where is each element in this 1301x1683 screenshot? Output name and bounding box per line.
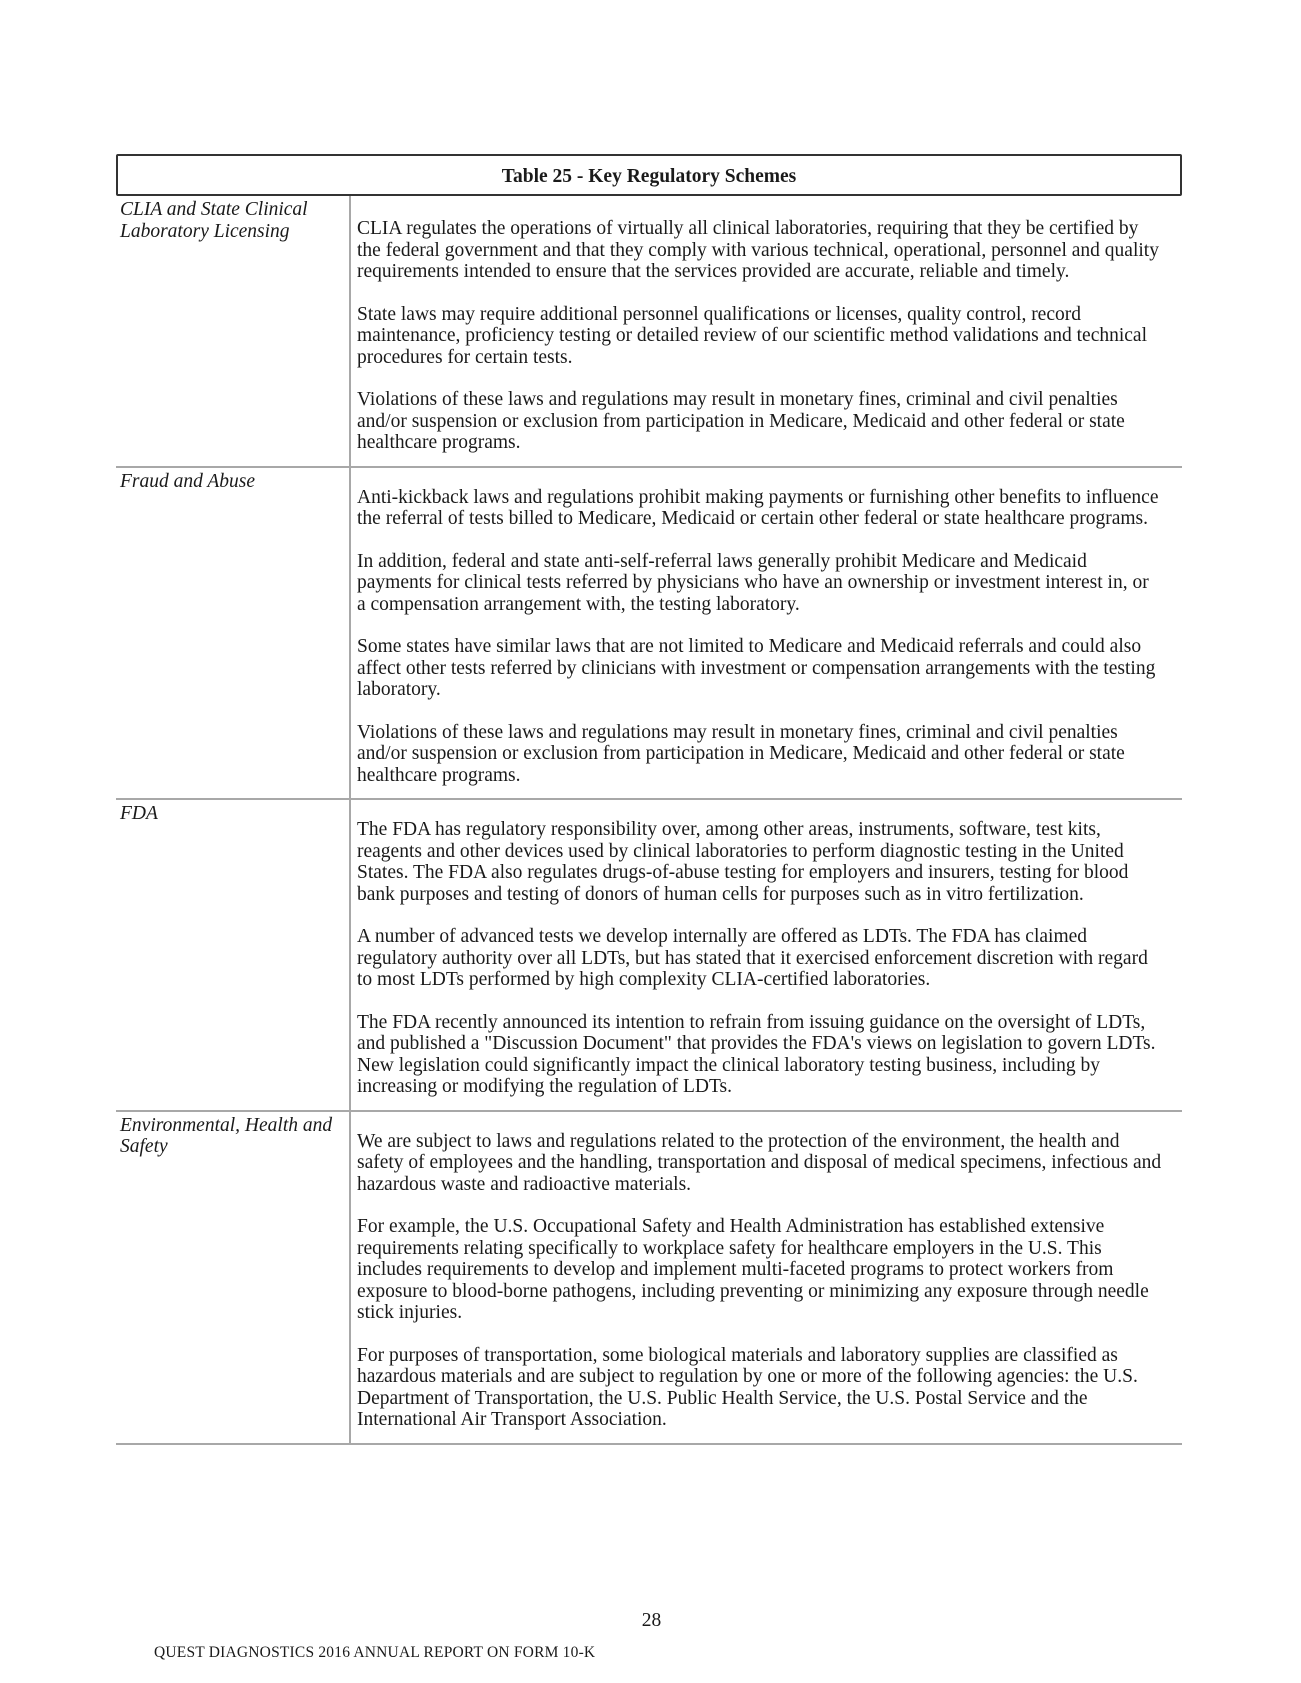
paragraph: Violations of these laws and regulations may result in monetary fines, criminal and civil penalties and/or suspension or exclusion from participation in Medicare, Medicaid and other federal or state healthcare programs. bbox=[357, 389, 1125, 453]
table-title-text: Table 25 - Key Regulatory Schemes bbox=[501, 166, 797, 187]
paragraph: Anti-kickback laws and regulations prohibit making payments or furnishing other benefits to influence the referral of tests billed to Medicare, Medicaid or certain other federal or state healthcare programs. bbox=[357, 486, 1159, 529]
regulatory-schemes-table bbox=[116, 154, 1182, 1445]
row-label: FDA bbox=[116, 800, 351, 1110]
row-content bbox=[351, 196, 1182, 466]
page-number bbox=[0, 1610, 1301, 1632]
paragraph: For example, the U.S. Occupational Safety and Health Administration has established extensive requirements relating specifically to workplace safety for healthcare employers in the U.S. This includes requirements to develop and implement multi-faceted programs to protect workers from exposure to blood-borne pathogens, including preventing or minimizing any exposure through needle stick injuries. bbox=[357, 1216, 1149, 1323]
table-row-environmental-health-safety bbox=[116, 1112, 1182, 1445]
paragraph: CLIA regulates the operations of virtually all clinical laboratories, requiring that they be certified by the federal government and that they comply with various technical, operational, personnel and quality requirements intended to ensure that the services provided are accurate, reliable and timely. bbox=[357, 218, 1159, 282]
page-footer: QUEST DIAGNOSTICS 2016 ANNUAL REPORT ON FORM 10-K bbox=[154, 1644, 596, 1661]
paragraph: The FDA has regulatory responsibility over, among other areas, instruments, software, test kits, reagents and other devices used by clinical laboratories to perform diagnostic testing in the United States. The FDA also regulates drugs-of-abuse testing for employers and insurers, testing for blood bank purposes and testing of donors of human cells for purposes such as in vitro fertilization. bbox=[357, 819, 1129, 905]
row-label: Fraud and Abuse bbox=[116, 468, 351, 799]
paragraph: For purposes of transportation, some biological materials and laboratory supplies are classified as hazardous materials and are subject to regulation by one or more of the following agencies: the U.S. Department of Transportation, the U.S. Public Health Service, the U.S. Postal Service and the International Air Transport Association. bbox=[357, 1344, 1138, 1430]
row-content bbox=[351, 800, 1182, 1110]
page-number-text: 28 bbox=[641, 1610, 662, 1631]
paragraph: The FDA recently announced its intention to refrain from issuing guidance on the oversight of LDTs, and published a "Discussion Document" that provides the FDA's views on legislation to govern LDTs. New legislation could significantly impact the clinical laboratory testing business, including by increasing or modifying the regulation of LDTs. bbox=[357, 1011, 1156, 1097]
table-row-clia bbox=[116, 196, 1182, 468]
paragraph: State laws may require additional personnel qualifications or licenses, quality control, record maintenance, proficiency testing or detailed review of our scientific method validations and technical procedures for certain tests. bbox=[357, 303, 1147, 368]
row-content bbox=[351, 468, 1182, 799]
paragraph: In addition, federal and state anti-self-referral laws generally prohibit Medicare and Medicaid payments for clinical tests referred by physicians who have an ownership or investment interest in, or a compensation arrangement with, the testing laboratory. bbox=[357, 550, 1149, 615]
row-label: CLIA and State Clinical Laboratory Licensing bbox=[116, 196, 351, 466]
table-row-fda bbox=[116, 800, 1182, 1112]
table-title bbox=[116, 154, 1182, 196]
row-label: Environmental, Health and Safety bbox=[116, 1112, 351, 1443]
table-row-fraud-and-abuse bbox=[116, 468, 1182, 801]
paragraph: A number of advanced tests we develop internally are offered as LDTs. The FDA has claimed regulatory authority over all LDTs, but has stated that it exercised enforcement discretion with regard to most LDTs performed by high complexity CLIA-certified laboratories. bbox=[357, 926, 1148, 990]
row-content bbox=[351, 1112, 1182, 1443]
paragraph: Some states have similar laws that are not limited to Medicare and Medicaid referrals and could also affect other tests referred by clinicians with investment or compensation arrangements with the testing laboratory. bbox=[357, 636, 1156, 700]
paragraph: We are subject to laws and regulations related to the protection of the environment, the health and safety of employees and the handling, transportation and disposal of medical specimens, infectious and hazardous waste and radioactive materials. bbox=[357, 1130, 1162, 1195]
paragraph: Violations of these laws and regulations may result in monetary fines, criminal and civil penalties and/or suspension or exclusion from participation in Medicare, Medicaid and other federal or state healthcare programs. bbox=[357, 721, 1125, 786]
